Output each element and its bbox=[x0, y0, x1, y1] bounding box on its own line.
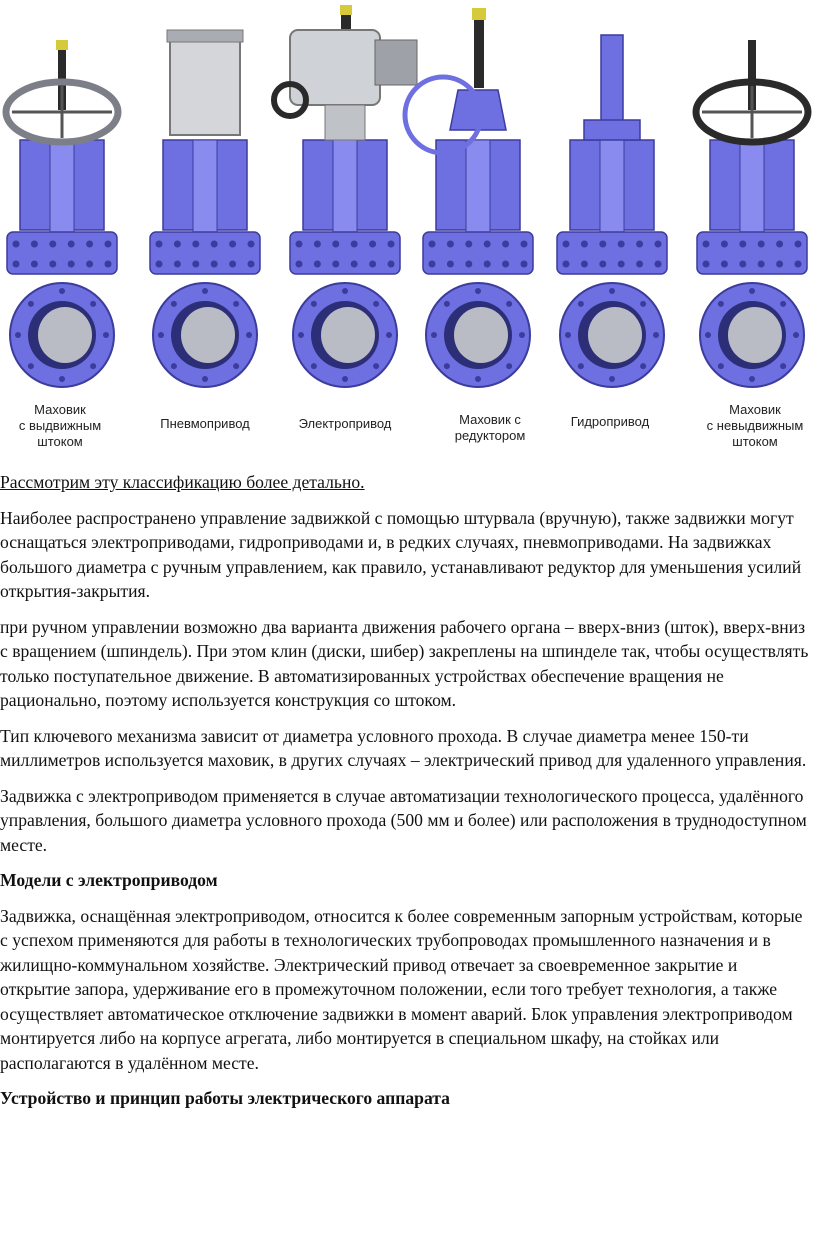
intro-link[interactable]: Рассмотрим эту классификацию более детально. bbox=[0, 472, 365, 492]
caption-handwheel-nonrising-stem: Маховик с невыдвижным штоком bbox=[706, 402, 804, 449]
valve-handwheel-nonrising bbox=[696, 40, 808, 387]
paragraph: Наиболее распространено управление задвижкой с помощью штурвала (вручную), также задвижки могут оснащаться электроприводами, гидроприводами и, в редких случаях, пневмоприводами. На задвижках большого диаметра с ручным управлением, как правило, устанавливают редуктор для уменьшения усилий открытия-закрытия. bbox=[0, 507, 802, 601]
article-body bbox=[0, 470, 812, 1122]
valve-illustrations bbox=[0, 0, 816, 400]
paragraph: при ручном управлении возможно два варианта движения рабочего органа – вверх-вниз (шток), вверх-вниз с вращением (шпиндель). При этом клин (диски, шибер) закреплены на шпинделе так, чтобы осуществлять только поступательное движение. В автоматизированных устройствах обеспечение вращения не рационально, поэтому используется конструкция со штоком. bbox=[0, 616, 809, 710]
valve-gearbox bbox=[405, 8, 533, 387]
paragraph: Задвижка, оснащённая электроприводом, относится к более современным запорным устройствам, которые с успехом применяются для работы в технологических трубопроводах промышленного назначения и в жилищно-коммунальном хозяйстве. Электрический привод отвечает за своевременное закрытие и открытие запора, удерживание его в промежуточном положении, если того требует технология, а также осуществляет автоматическое отключение задвижки в момент аварий. Блок управления электроприводом монтируется либо на корпусе агрегата, либо монтируется в специальном шкафу, на стойках или располагаются в удалённом месте. bbox=[0, 905, 803, 1073]
caption-handwheel-gearbox: Маховик с редуктором bbox=[454, 412, 526, 443]
caption-pneumatic: Пневмопривод bbox=[160, 416, 250, 431]
section-heading: Устройство и принцип работы электрического аппарата bbox=[0, 1088, 450, 1108]
caption-electric: Электропривод bbox=[298, 416, 392, 431]
caption-handwheel-rising-stem: Маховик с выдвижным штоком bbox=[18, 402, 102, 449]
valve-handwheel-rising bbox=[6, 40, 118, 387]
valve-types-figure bbox=[0, 0, 816, 462]
paragraph: Тип ключевого механизма зависит от диаметра условного прохода. В случае диаметра менее 150-ти миллиметров используется маховик, в других случаях – электрический привод для удаленного управления. bbox=[0, 725, 807, 770]
caption-hydraulic: Гидропривод bbox=[570, 414, 650, 429]
section-heading: Модели с электроприводом bbox=[0, 870, 218, 890]
valve-electric bbox=[274, 5, 417, 387]
valve-pneumatic bbox=[150, 30, 260, 387]
paragraph: Задвижка с электроприводом применяется в случае автоматизации технологического процесса, удалённого управления, большого диаметра условного прохода (500 мм и более) или расположения в труднодоступном месте. bbox=[0, 785, 807, 855]
valve-hydraulic bbox=[557, 35, 667, 387]
